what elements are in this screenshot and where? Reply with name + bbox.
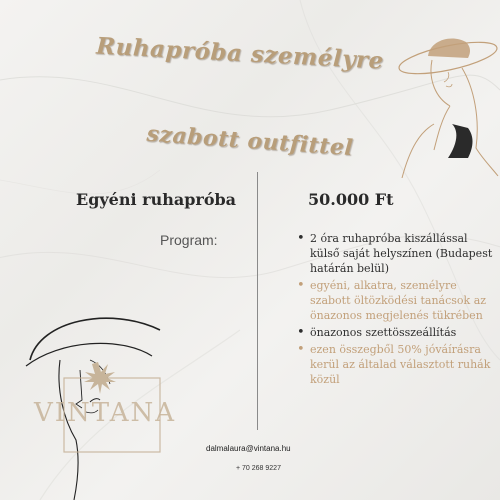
vertical-divider xyxy=(257,172,258,430)
contact-phone[interactable]: + 70 268 9227 xyxy=(236,465,281,472)
contact-email[interactable]: dalmalaura@vintana.hu xyxy=(206,444,291,453)
program-label: Program: xyxy=(160,232,218,248)
header-title-line2: szabott outfittel xyxy=(145,120,355,162)
program-item: • önazonos szettösszeállítás xyxy=(296,325,496,340)
vintana-logo-text: VINTANA xyxy=(34,398,177,428)
header-title-line1: Ruhapróba személyre xyxy=(95,32,385,75)
program-list xyxy=(296,231,496,389)
program-item: • ezen összegből 50% jóváírásra kerül az általad választott ruhák közül xyxy=(296,342,496,387)
offer-title: Egyéni ruhapróba xyxy=(76,190,237,209)
program-item: • 2 óra ruhapróba kiszállással külső saját helyszínen (Budapest határán belül) xyxy=(296,231,496,276)
program-item: • egyéni, alkatra, személyre szabott öltözködési tanácsok az önazonos megjelenés tükrében xyxy=(296,278,496,323)
offer-price: 50.000 Ft xyxy=(308,190,394,209)
